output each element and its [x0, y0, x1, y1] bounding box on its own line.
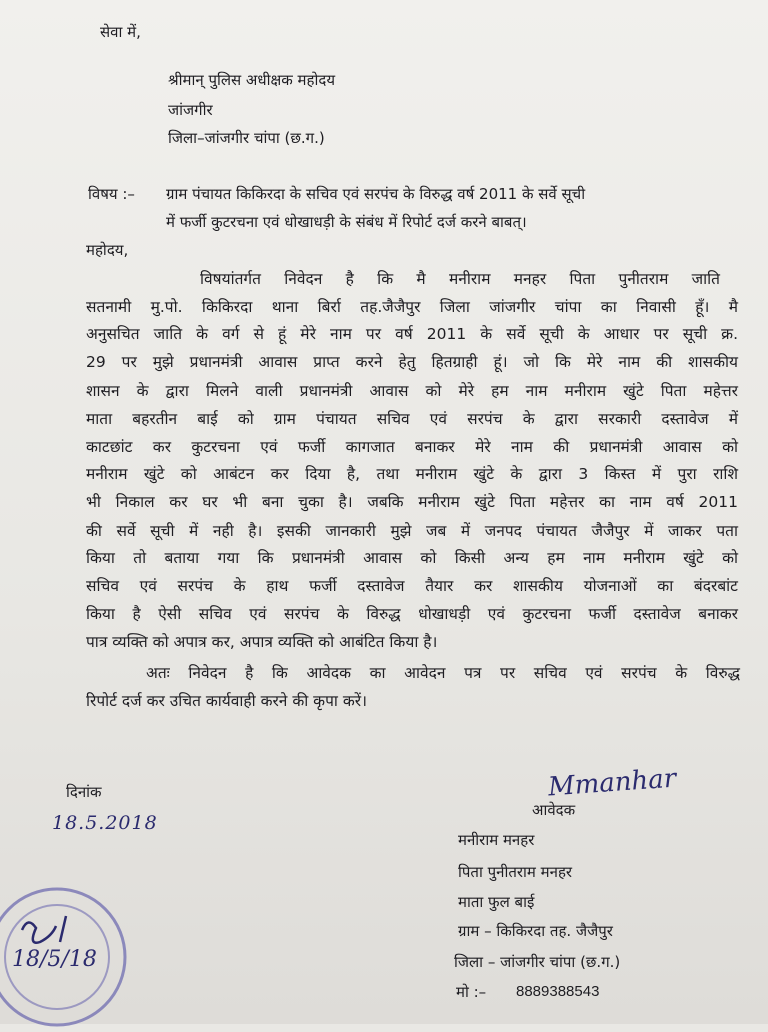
closing-line: अतः निवेदन है कि आवेदक का आवेदन पत्र पर सचिव एवं सरपंच के विरुद्ध — [146, 664, 740, 682]
body-line: अनुसचित जाति के वर्ग से हूं मेरे नाम पर वर्ष 2011 के सर्वे सूची के आधार पर सूची क्र. — [86, 325, 738, 343]
mobile-label: मो :– — [456, 983, 487, 1001]
body-line: की सर्वे सूची में नही है। इसकी जानकारी मुझे जब में जनपद पंचायत जैजैपुर में जाकर पता — [86, 522, 738, 540]
subject-line-1: ग्राम पंचायत किकिरदा के सचिव एवं सरपंच के विरुद्ध वर्ष 2011 के सर्वे सूची — [166, 185, 586, 203]
addressee-line-3: जिला–जांजगीर चांपा (छ.ग.) — [168, 129, 325, 147]
body-line: पात्र व्यक्ति को अपात्र कर, अपात्र व्यक्ति को आबंटित किया है। — [86, 633, 438, 651]
applicant-name: मनीराम मनहर — [458, 831, 535, 849]
body-line: भी निकाल कर घर भी बना चुका है। जबकि मनीराम खुंटे पिता महेत्तर का नाम वर्ष 2011 — [86, 493, 738, 511]
addressee-line-2: जांजगीर — [168, 101, 213, 119]
addressee-line-1: श्रीमान् पुलिस अधीक्षक महोदय — [168, 71, 336, 89]
stamp-handwriting: 18/5/18 — [12, 947, 97, 972]
mobile-number: 8889388543 — [516, 983, 600, 1000]
date-value: 18.5.2018 — [52, 812, 158, 834]
subject-line-2: में फर्जी कुटरचना एवं धोखाधड़ी के संबंध में रिपोर्ट दर्ज करने बाबत्। — [166, 213, 527, 231]
date-label: दिनांक — [66, 783, 102, 801]
applicant-father: पिता पुनीतराम मनहर — [458, 863, 573, 881]
body-line: सचिव एवं सरपंच के हाथ फर्जी दस्तावेज तैयार कर शासकीय योजनाओं का बंदरबांट — [86, 577, 738, 595]
salutation: सेवा में, — [100, 23, 141, 41]
closing-line: रिपोर्ट दर्ज कर उचित कार्यवाही करने की कृपा करें। — [86, 692, 367, 710]
body-line: मनीराम खुंटे को आबंटन कर दिया है, तथा मनीराम खुंटे के द्वारा 3 किस्त में पुरा राशि — [86, 465, 738, 483]
body-line: सतनामी मु.पो. किकिरदा थाना बिर्रा तह.जैजैपुर जिला जांजगीर चांपा का निवासी हूँ। मै — [86, 298, 738, 316]
subject-label: विषय :– — [88, 185, 135, 203]
body-line: किया है ऐसी सचिव एवं सरपंच के विरुद्ध धोखाधड़ी एवं कुटरचना फर्जी दस्तावेज बनाकर — [86, 605, 738, 623]
greeting: महोदय, — [86, 241, 129, 259]
applicant-label: आवेदक — [532, 801, 576, 819]
body-line: माता बहरतीन बाई को ग्राम पंचायत सचिव एवं सरपंच के द्वारा सरकारी दस्तावेज में — [86, 410, 738, 428]
body-line: शासन के द्वारा मिलने वाली प्रधानमंत्री आवास को मेरे हम नाम मनीराम खुंटे पिता महेत्तर — [86, 382, 738, 400]
applicant-mother: माता फुल बाई — [458, 893, 535, 911]
applicant-village: ग्राम – किकिरदा तह. जैजैपुर — [458, 922, 613, 940]
body-line: काटछांट कर कुटरचना एवं फर्जी कागजात बनाकर मेरे नाम की प्रधानमंत्री आवास को — [86, 438, 738, 456]
applicant-district: जिला – जांजगीर चांपा (छ.ग.) — [454, 953, 621, 971]
body-line: 29 पर मुझे प्रधानमंत्री आवास प्राप्त करने हेतु हितग्राही हूं। जो कि मेरे नाम की शासकीय — [86, 353, 738, 371]
body-line: विषयांतर्गत निवेदन है कि मै मनीराम मनहर पिता पुनीतराम जाति — [200, 270, 720, 288]
signature: Mmanhar — [547, 763, 678, 803]
received-stamp — [0, 882, 132, 1032]
body-line: किया तो बताया गया कि प्रधानमंत्री आवास को किसी अन्य हम नाम मनीराम खुंटे को — [86, 549, 738, 567]
